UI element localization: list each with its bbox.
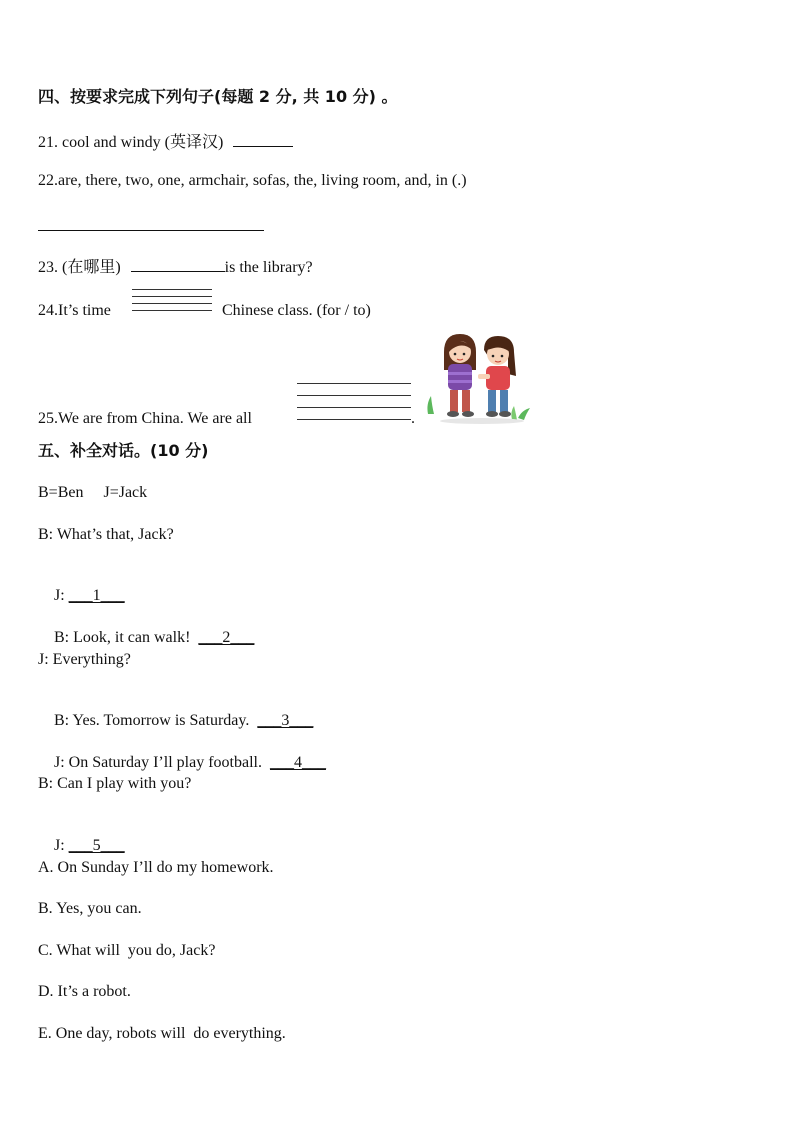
q23-prefix: 23. (在哪里) — [38, 259, 121, 276]
dialogue-blank-3[interactable]: ___3___ — [257, 712, 314, 729]
question-23 — [38, 255, 313, 278]
dialogue-line — [38, 525, 174, 545]
answer-line — [132, 303, 212, 304]
q22-answer-blank[interactable] — [38, 230, 264, 231]
q23-suffix: is the library? — [224, 259, 313, 276]
dialogue-text: J: On Saturday I’ll play football. — [54, 754, 270, 771]
answer-line — [297, 383, 411, 384]
speaker-key: B=Ben J=Jack — [38, 484, 148, 501]
dialogue-text: J: — [54, 587, 69, 604]
dialogue-blank-5[interactable]: ___5___ — [68, 837, 125, 854]
section4-title: 四、按要求完成下列句子(每题 2 分, 共 10 分) 。 — [38, 87, 398, 106]
q21-answer-blank[interactable] — [233, 130, 293, 147]
dialogue-text: J: Everything? — [38, 651, 131, 668]
q24-answer-lines[interactable] — [132, 289, 212, 317]
q23-answer-blank[interactable] — [131, 255, 225, 272]
two-girls-walking-illustration — [422, 330, 540, 426]
dialogue-blank-4[interactable]: ___4___ — [269, 754, 326, 771]
q22-text: 22.are, there, two, one, armchair, sofas, the, living room, and, in (.) — [38, 172, 467, 189]
section5-title: 五、补全对话。(10 分) — [38, 441, 209, 460]
q25-prefix: 25.We are from China. We are all — [38, 410, 252, 427]
q25-suffix: . — [411, 410, 415, 427]
answer-line — [297, 419, 411, 420]
q25-answer-lines[interactable] — [297, 383, 411, 426]
dialogue-text: B: Yes. Tomorrow is Saturday. — [54, 712, 258, 729]
answer-line — [132, 310, 212, 311]
dialogue-text: B: What’s that, Jack? — [38, 526, 174, 543]
question-21 — [38, 130, 293, 153]
answer-line — [297, 407, 411, 408]
option-c: C. What will you do, Jack? — [38, 942, 216, 959]
dialogue-line — [38, 774, 191, 794]
q24-suffix: Chinese class. (for / to) — [222, 302, 371, 319]
option-d: D. It’s a robot. — [38, 983, 131, 1000]
answer-line — [132, 296, 212, 297]
dialogue-text: B: Can I play with you? — [38, 775, 192, 792]
q21-text: 21. cool and windy (英译汉) — [38, 134, 224, 151]
answer-line — [297, 395, 411, 396]
dialogue-text: B: Look, it can walk! — [54, 629, 199, 646]
answer-line — [132, 289, 212, 290]
dialogue-text: J: — [54, 837, 69, 854]
dialogue-line — [38, 650, 131, 670]
dialogue-blank-2[interactable]: ___2___ — [198, 629, 255, 646]
option-b: B. Yes, you can. — [38, 900, 142, 917]
q24-prefix: 24.It’s time — [38, 302, 111, 319]
dialogue-blank-1[interactable]: ___1___ — [68, 587, 125, 604]
option-a: A. On Sunday I’ll do my homework. — [38, 859, 274, 876]
option-e: E. One day, robots will do everything. — [38, 1025, 286, 1042]
